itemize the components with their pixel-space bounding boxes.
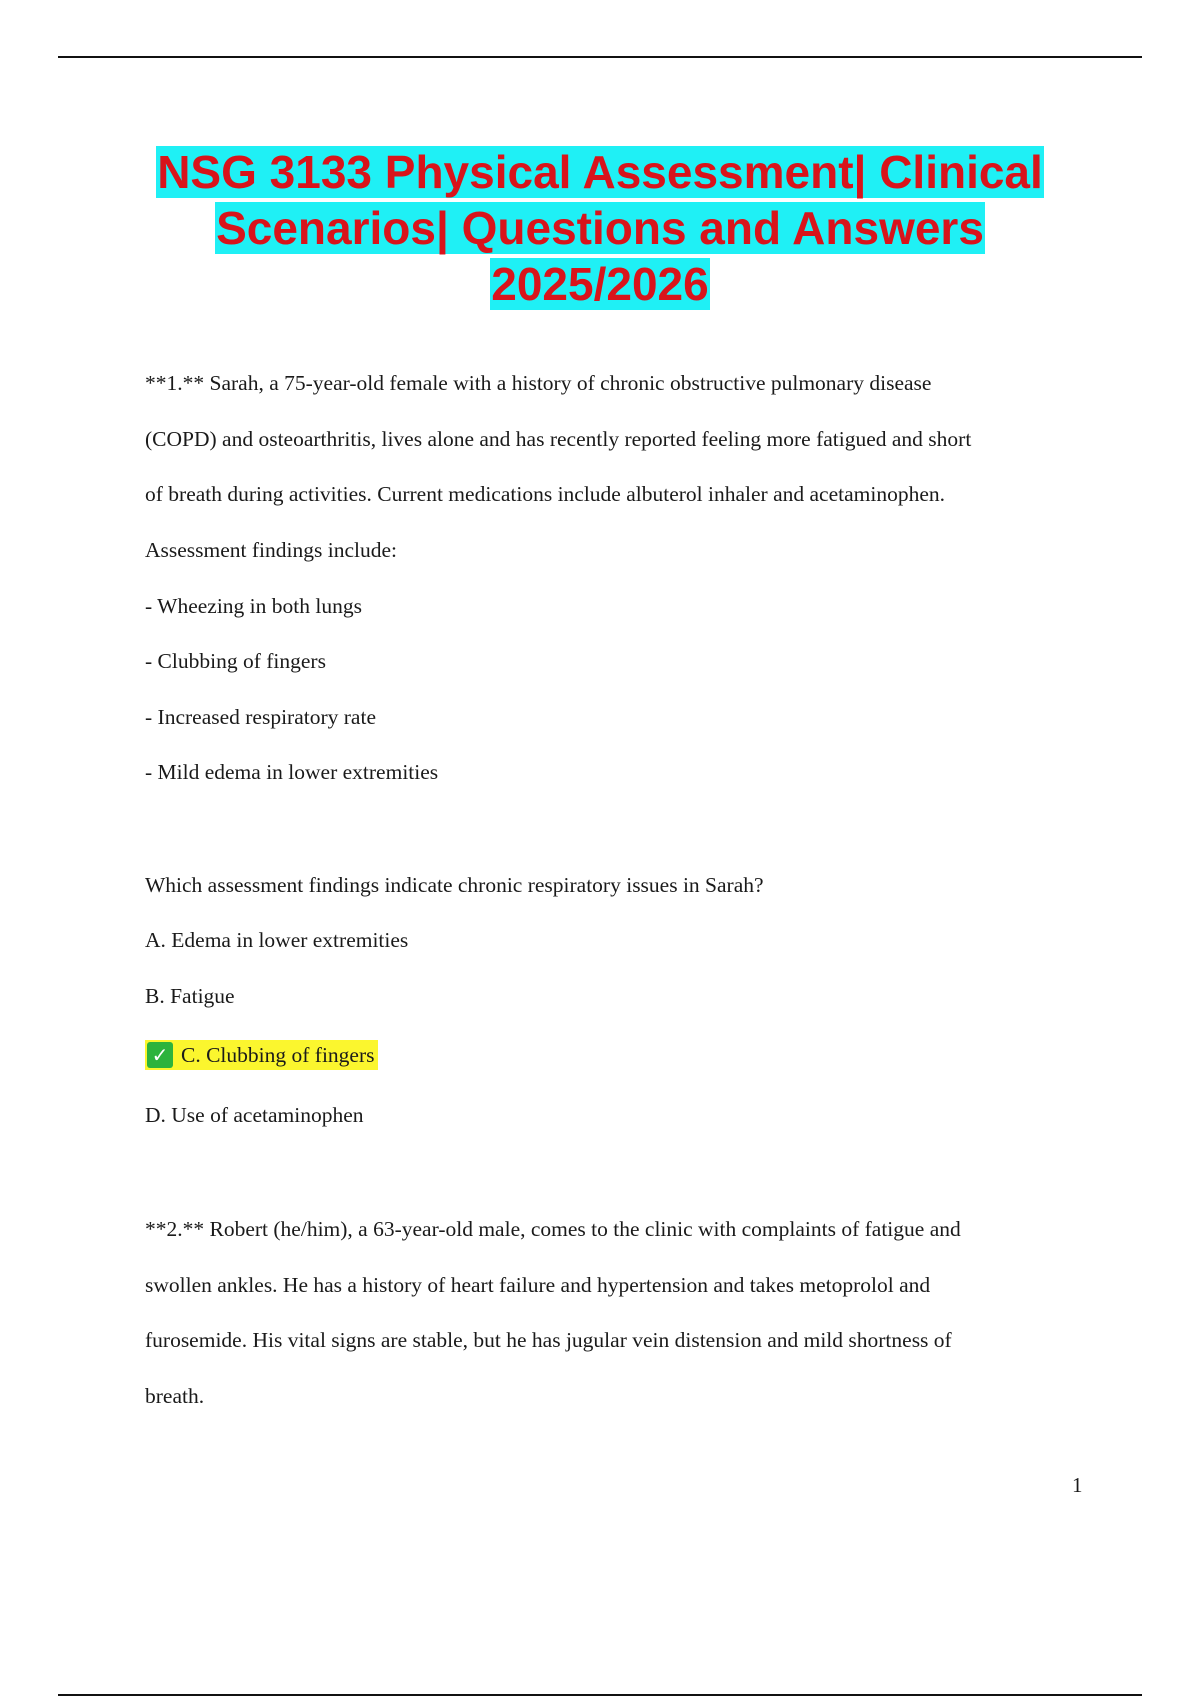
bottom-rule: [58, 1694, 1142, 1696]
top-rule: [58, 56, 1142, 58]
option-c-correct: [145, 1040, 378, 1070]
option-b: B. Fatigue: [145, 984, 235, 1008]
question1-intro-line-2: (COPD) and osteoarthritis, lives alone and has recently reported feeling more fatigued and short: [145, 427, 972, 451]
question1-intro-line-1: **1.** Sarah, a 75-year-old female with a history of chronic obstructive pulmonary disease: [145, 371, 932, 395]
question1-prompt: Which assessment findings indicate chronic respiratory issues in Sarah?: [145, 873, 764, 897]
title-line-1: NSG 3133 Physical Assessment| Clinical: [157, 146, 1043, 198]
question2-line-3: furosemide. His vital signs are stable, but he has jugular vein distension and mild shortness of: [145, 1328, 952, 1352]
question1-intro-line-4: Assessment findings include:: [145, 538, 398, 562]
question1-intro-line-3: of breath during activities. Current medications include albuterol inhaler and acetaminophen.: [145, 482, 946, 506]
finding-clubbing: - Clubbing of fingers: [145, 649, 326, 673]
question2-line-2: swollen ankles. He has a history of heart failure and hypertension and takes metoprolol and: [145, 1273, 931, 1297]
check-mark-icon: ✓: [147, 1042, 173, 1068]
finding-respiratory-rate: - Increased respiratory rate: [145, 705, 376, 729]
option-a: A. Edema in lower extremities: [145, 928, 409, 952]
question2-line-1: **2.** Robert (he/him), a 63-year-old male, comes to the clinic with complaints of fatigue and: [145, 1217, 961, 1241]
title-line-2: Scenarios| Questions and Answers: [216, 202, 984, 254]
option-d: D. Use of acetaminophen: [145, 1103, 364, 1127]
question2-line-4: breath.: [145, 1384, 205, 1408]
document-title: [120, 144, 1080, 312]
option-c-label: C. Clubbing of fingers: [181, 1043, 375, 1067]
title-line-3: 2025/2026: [491, 258, 709, 310]
page-number: 1: [1072, 1473, 1083, 1497]
finding-wheezing: - Wheezing in both lungs: [145, 594, 362, 618]
finding-edema: - Mild edema in lower extremities: [145, 760, 439, 784]
